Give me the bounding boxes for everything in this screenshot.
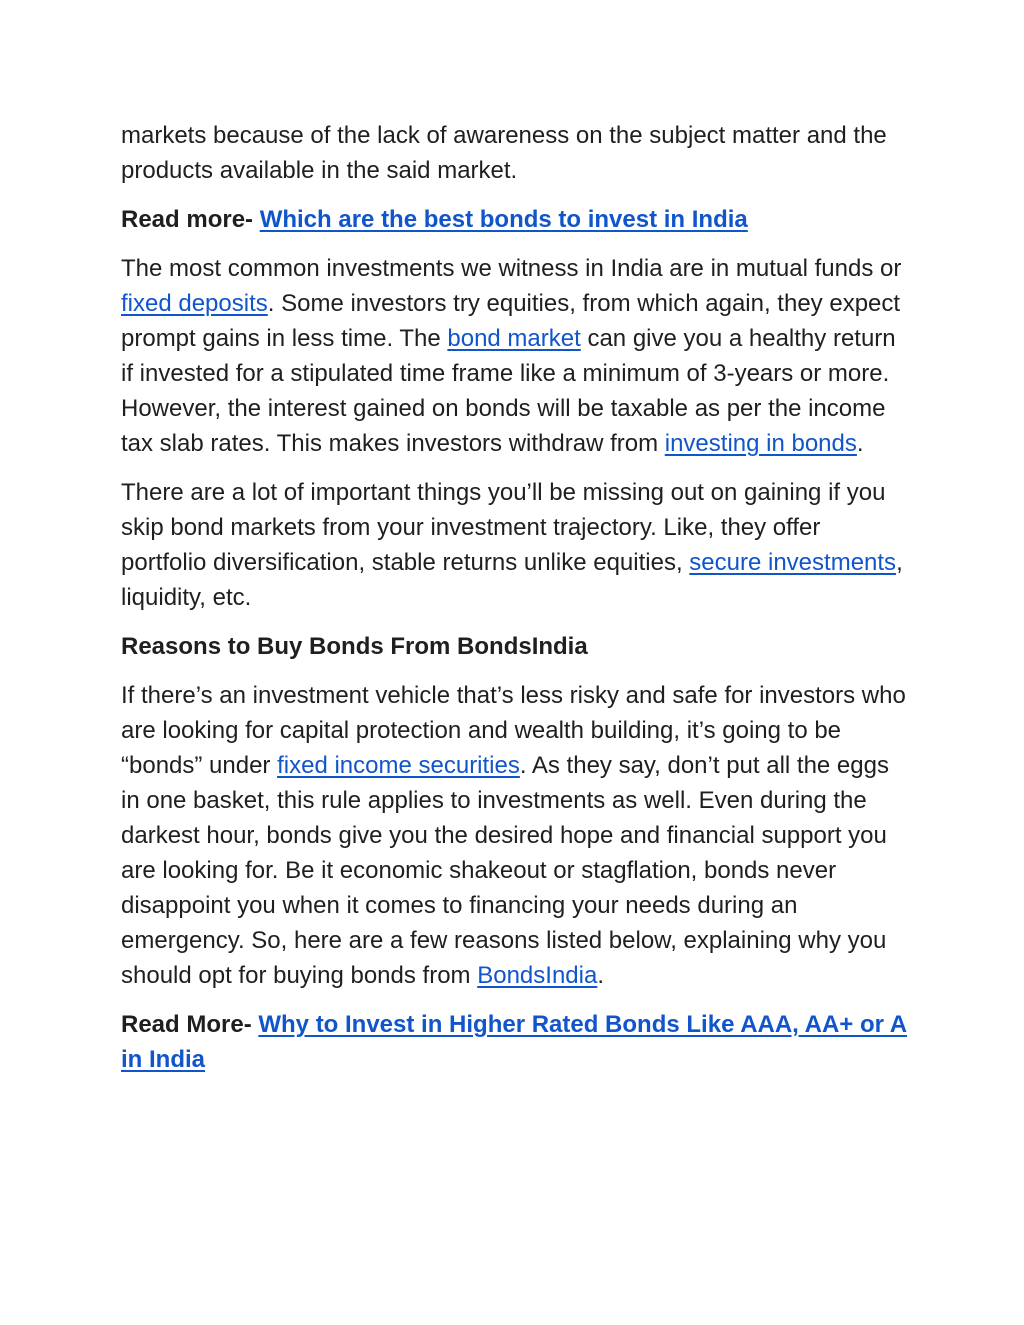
- paragraph-reasons: [121, 678, 911, 993]
- paragraph-text: There are a lot of important things you’ll be missing out on gaining if you skip bond markets from your investment trajectory. Like, they offer portfolio diversification, stable returns unlike equities,: [121, 479, 886, 576]
- read-more-label: Read more-: [121, 206, 260, 233]
- paragraph-text: If there’s an investment vehicle that’s less risky and safe for investors who are looking for capital protection and wealth building, it’s going to be “bonds” under: [121, 682, 906, 779]
- fixed-income-securities-link[interactable]: fixed income securities: [277, 752, 520, 779]
- bondsindia-link[interactable]: BondsIndia: [477, 962, 598, 989]
- investing-in-bonds-link[interactable]: investing in bonds: [664, 430, 857, 457]
- paragraph-intro: [121, 118, 911, 188]
- paragraph-text: The most common investments we witness in India are in mutual funds or: [121, 255, 902, 282]
- read-more-best-bonds: [121, 202, 911, 237]
- paragraph-text: , liquidity, etc.: [121, 549, 903, 611]
- document-page: [121, 118, 911, 1091]
- best-bonds-link[interactable]: Which are the best bonds to invest in India: [259, 206, 748, 233]
- read-more-label: Read More-: [121, 1011, 259, 1038]
- paragraph-missing-out: [121, 475, 911, 615]
- bond-market-link[interactable]: bond market: [447, 325, 581, 352]
- secure-investments-link[interactable]: secure investments: [689, 549, 897, 576]
- fixed-deposits-link[interactable]: fixed deposits: [121, 290, 268, 317]
- paragraph-text: . As they say, don’t put all the eggs in one basket, this rule applies to investments as well. Even during the darkest hour, bonds give you the desired hope and financial support you are looking for. Be it economic shakeout or stagflation, bonds never disappoint you when it comes to financing your needs during an emergency. So, here are a few reasons listed below, explaining why you should opt for buying bonds from: [121, 752, 889, 989]
- paragraph-common-investments: [121, 251, 911, 461]
- paragraph-text: .: [856, 430, 864, 457]
- paragraph-text: markets because of the lack of awareness on the subject matter and the products available in the said market.: [121, 122, 887, 184]
- paragraph-text: can give you a healthy return if invested for a stipulated time frame like a minimum of 3-years or more. However, the interest gained on bonds will be taxable as per the income tax slab rates. This makes investors withdraw from: [121, 325, 896, 457]
- paragraph-text: . Some investors try equities, from which again, they expect prompt gains in less time. The: [121, 290, 901, 352]
- section-heading: Reasons to Buy Bonds From BondsIndia: [121, 633, 588, 660]
- higher-rated-bonds-link[interactable]: Why to Invest in Higher Rated Bonds Like AAA, AA+ or A in India: [121, 1011, 908, 1073]
- paragraph-text: .: [597, 962, 604, 989]
- read-more-higher-rated-bonds: [121, 1007, 911, 1077]
